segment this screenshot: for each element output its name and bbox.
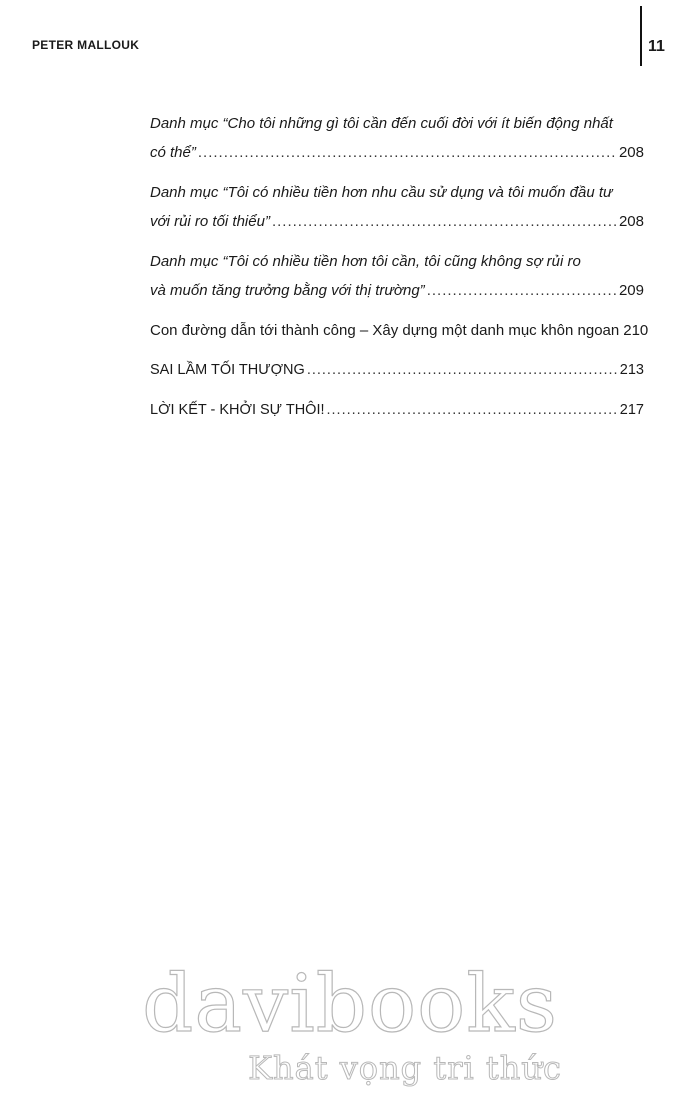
- toc-page-number: 209: [618, 282, 644, 299]
- running-header-author: PETER MALLOUK: [32, 38, 140, 52]
- toc-entry-title-line: LỜI KẾT - KHỞI SỰ THÔI! ..... 217: [150, 396, 644, 425]
- dot-leader: [198, 138, 617, 167]
- dot-leader: [272, 207, 617, 236]
- dot-leader: [427, 276, 617, 305]
- toc-entry: [150, 396, 644, 425]
- watermark-tagline: Khát vọng tri thức: [248, 1049, 562, 1087]
- dot-leader: [307, 356, 618, 385]
- toc-page-number: 213: [619, 362, 644, 378]
- toc-entry: [150, 178, 644, 236]
- toc-entry-title-line: có thể” ..... 208: [150, 138, 644, 167]
- toc-entry: [150, 109, 644, 167]
- toc-entry-title-line: với rủi ro tối thiểu” ..... 208: [150, 207, 644, 236]
- toc-entry: [150, 247, 644, 305]
- toc-entry: [150, 316, 649, 345]
- toc-page-number: 208: [618, 213, 644, 230]
- toc-entry-title-line: và muốn tăng trưởng bằng với thị trường” ..... 209: [150, 276, 644, 305]
- toc-entry-title-line: SAI LẦM TỐI THƯỢNG ..... 213: [150, 356, 644, 385]
- header-divider: [640, 6, 642, 66]
- toc-page-number: 217: [619, 402, 644, 418]
- watermark-brand: davibooks: [142, 957, 558, 1050]
- publisher-watermark: [0, 957, 700, 1088]
- toc-entry: [150, 356, 644, 385]
- dot-leader: [327, 396, 618, 425]
- toc-entry-title-line: Danh mục “Tôi có nhiều tiền hơn tôi cần, tôi cũng không sợ rủi ro: [150, 253, 581, 270]
- table-of-contents: [150, 109, 649, 436]
- toc-entry-title-line: Danh mục “Cho tôi những gì tôi cần đến cuối đời với ít biến động nhất: [150, 115, 613, 132]
- toc-entry-title-line: Con đường dẫn tới thành công – Xây dựng một danh mục khôn ngoan 210: [150, 316, 644, 345]
- toc-entry-title-line: Danh mục “Tôi có nhiều tiền hơn nhu cầu sử dụng và tôi muốn đầu tư: [150, 184, 613, 201]
- toc-page-number: 210: [623, 322, 649, 339]
- page-number: 11: [648, 38, 665, 55]
- toc-page-number: 208: [618, 144, 644, 161]
